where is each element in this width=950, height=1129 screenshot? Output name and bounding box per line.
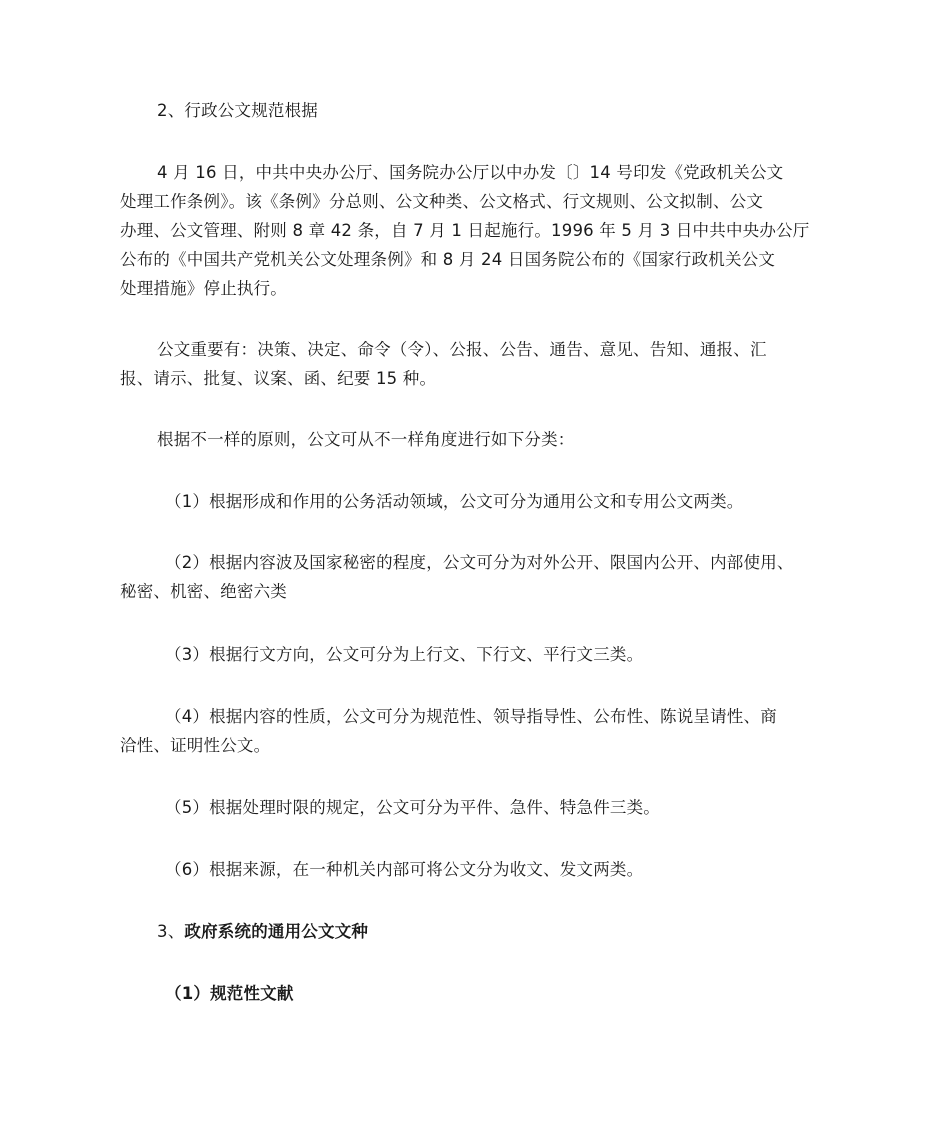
list-item-1 bbox=[120, 487, 883, 516]
list-item-text: （5）根据处理时限的规定，公文可分为平件、急件、特急件三类。 bbox=[165, 798, 660, 817]
paragraph-classification bbox=[120, 425, 875, 454]
list-item-text: 秘密、机密、绝密六类 bbox=[120, 582, 287, 601]
list-item-5 bbox=[120, 793, 883, 822]
section-heading-3-line bbox=[157, 917, 875, 946]
section-heading-3-text: 政府系统的通用公文文种 bbox=[184, 922, 369, 941]
paragraph-line: 公布的《中国共产党机关公文处理条例》和 8 月 24 日国务院公布的《国家行政机关公文 bbox=[120, 250, 776, 269]
paragraph-line: 报、请示、批复、议案、函、纪要 15 种。 bbox=[120, 369, 437, 388]
list-item-4 bbox=[120, 702, 838, 760]
paragraph-line: 办理、公文管理、附则 8 章 42 条，自 7 月 1 日起施行。1996 年 5 月 3 日中共中央办公厅 bbox=[120, 221, 810, 240]
list-item-2 bbox=[120, 548, 838, 606]
subheading-1 bbox=[120, 979, 883, 1008]
section-heading-3-number: 3、 bbox=[157, 922, 185, 941]
list-item-6 bbox=[120, 855, 883, 884]
paragraph-document-types bbox=[120, 335, 838, 393]
list-item-text: （2）根据内容波及国家秘密的程度，公文可分为对外公开、限国内公开、内部使用、 bbox=[165, 553, 794, 572]
section-heading-2-text: 2、行政公文规范根据 bbox=[157, 101, 318, 120]
section-heading-2 bbox=[120, 96, 875, 125]
list-item-text: （6）根据来源，在一种机关内部可将公文分为收文、发文两类。 bbox=[165, 860, 644, 879]
paragraph-regulation bbox=[120, 158, 838, 303]
paragraph-line: 公文重要有：决策、决定、命令（令）、公报、公告、通告、意见、告知、通报、汇 bbox=[157, 340, 767, 359]
list-item-3 bbox=[120, 640, 883, 669]
paragraph-line: 4 月 16 日，中共中央办公厅、国务院办公厅以中办发〔〕14 号印发《党政机关公文 bbox=[157, 163, 784, 182]
paragraph-line: 处理措施》停止执行。 bbox=[120, 279, 287, 298]
list-item-text: 洽性、证明性公文。 bbox=[120, 736, 271, 755]
subheading-1-text: （1）规范性文献 bbox=[165, 984, 294, 1003]
list-item-text: （1）根据形成和作用的公务活动领域，公文可分为通用公文和专用公文两类。 bbox=[165, 492, 744, 511]
section-heading-3 bbox=[120, 917, 875, 946]
paragraph-line: 根据不一样的原则，公文可从不一样角度进行如下分类： bbox=[157, 430, 575, 449]
list-item-text: （4）根据内容的性质，公文可分为规范性、领导指导性、公布性、陈说呈请性、商 bbox=[165, 707, 777, 726]
list-item-text: （3）根据行文方向，公文可分为上行文、下行文、平行文三类。 bbox=[165, 645, 644, 664]
paragraph-line: 处理工作条例》。该《条例》分总则、公文种类、公文格式、行文规则、公文拟制、公文 bbox=[120, 192, 764, 211]
